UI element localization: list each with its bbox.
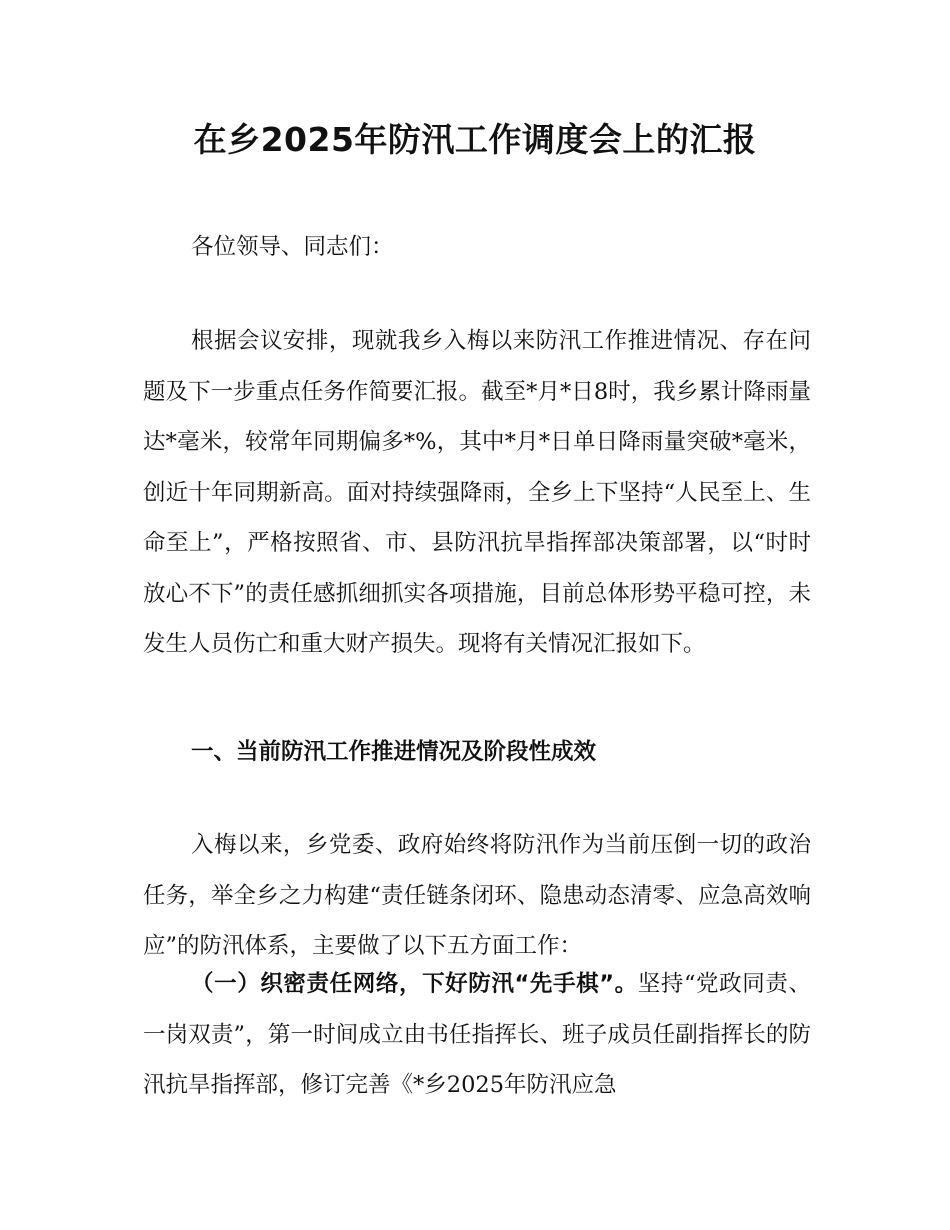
- subsection-1-text: 坚持“党政同责、一岗双责”，第一时间成立由书任指挥长、班子成员任副指挥长的防汛抗旱指挥部，修订完善《*乡2025年防汛应急: [143, 971, 811, 1098]
- document-title: 在乡2025年防汛工作调度会上的汇报: [193, 120, 757, 159]
- paragraph-section-1-intro: 入梅以来，乡党委、政府始终将防汛作为当前压倒一切的政治任务，举全乡之力构建“责任链条闭环、隐患动态清零、应急高效响应”的防汛体系，主要做了以下五方面工作：: [143, 832, 811, 959]
- greeting: 各位领导、同志们：: [191, 234, 394, 260]
- section-heading-1: 一、当前防汛工作推进情况及阶段性成效: [191, 739, 597, 765]
- paragraph-subsection-1: [143, 959, 811, 1111]
- subsection-1-lead: （一）织密责任网络，下好防汛“先手棋”。: [191, 971, 638, 997]
- paragraph-intro: 根据会议安排，现就我乡入梅以来防汛工作推进情况、存在问题及下一步重点任务作简要汇报。截至*月*日8时，我乡累计降雨量达*毫米，较常年同期偏多*%，其中*月*日单日降雨量突破*毫米，创近十年同期新高。面对持续强降雨，全乡上下坚持“人民至上、生命至上”，严格按照省、市、县防汛抗旱指挥部决策部署，以“时时放心不下”的责任感抓细抓实各项措施，目前总体形势平稳可控，未发生人员伤亡和重大财产损失。现将有关情况汇报如下。: [143, 328, 811, 657]
